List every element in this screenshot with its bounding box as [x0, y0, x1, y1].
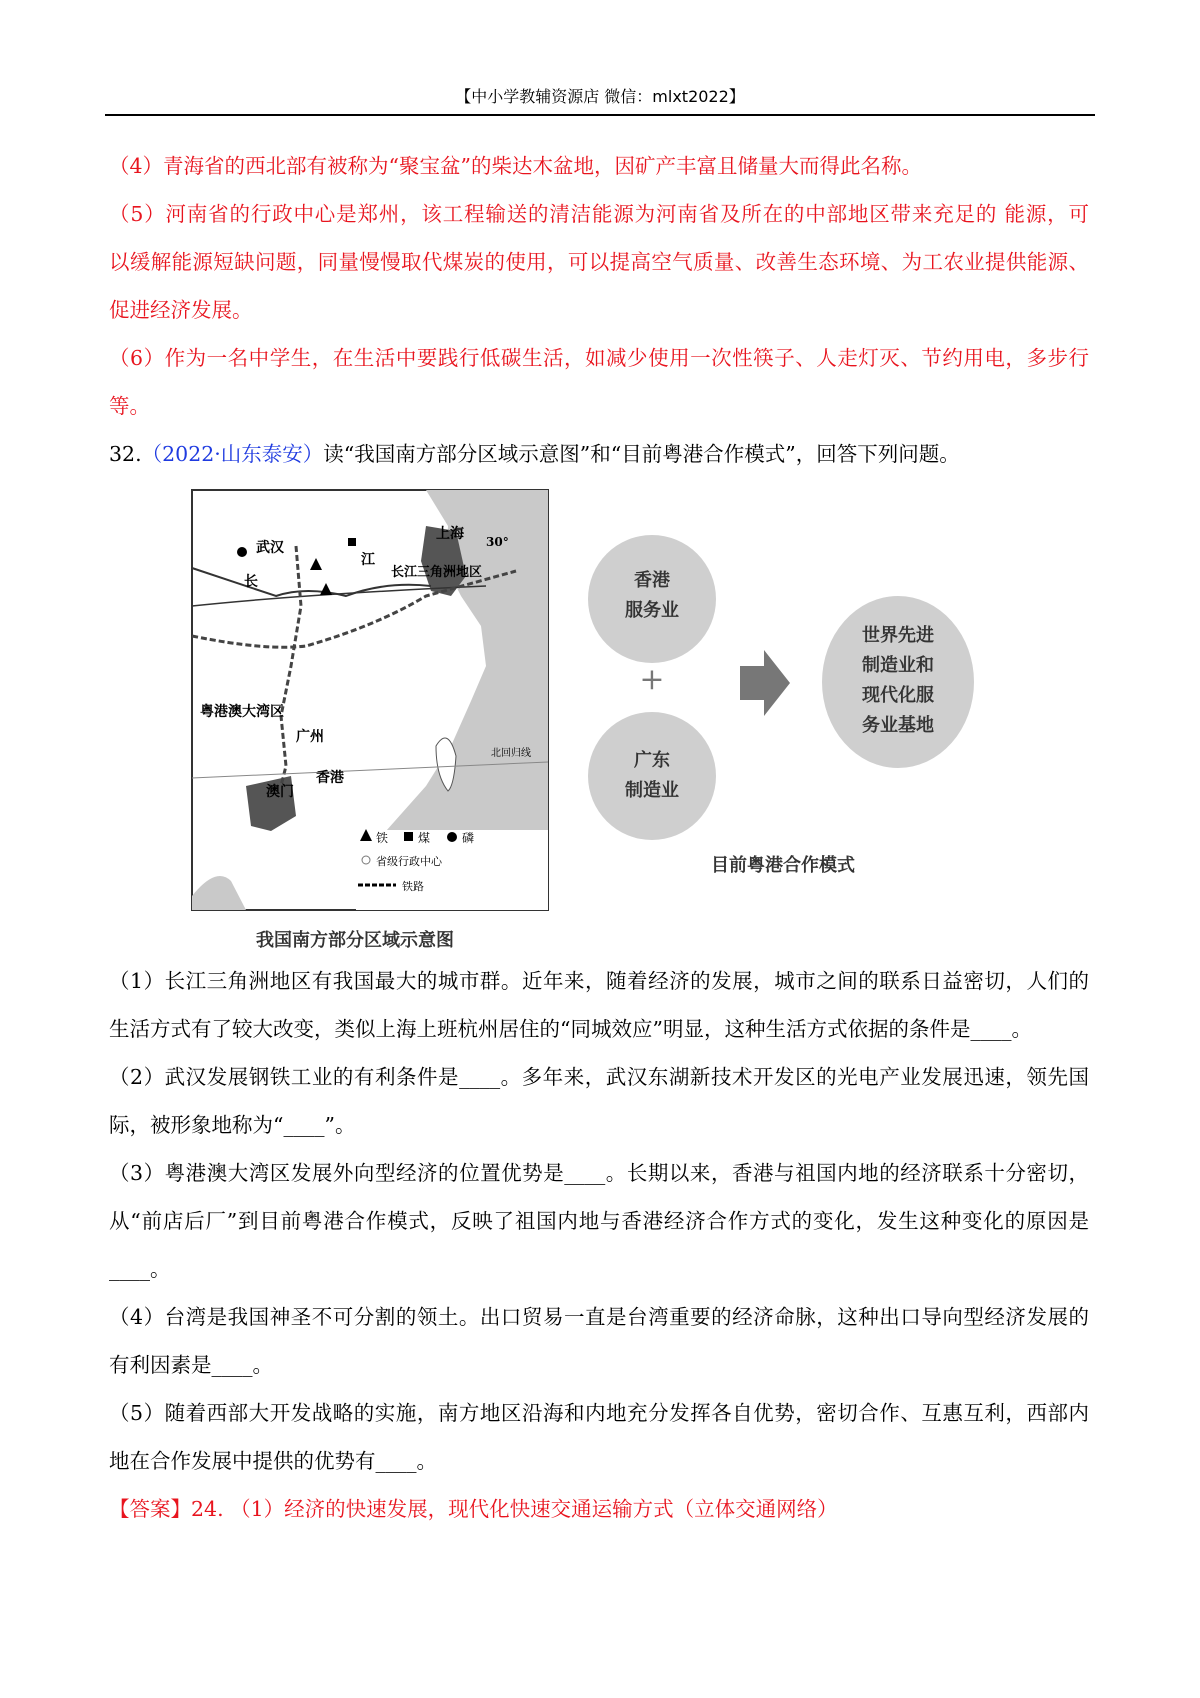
- legend-phosphorus: 磷: [462, 831, 475, 845]
- answer-line: 促进经济发展。: [109, 298, 253, 322]
- answer-line: （5）河南省的行政中心是郑州，该工程输送的清洁能源为河南省及所在的中部地区带来充足的 能源，可: [109, 202, 1089, 226]
- sub-question-line: 从“前店后厂”到目前粤港合作模式，反映了祖国内地与香港经济合作方式的变化，发生这种变化的原因是: [109, 1209, 1089, 1233]
- arrow-right-icon: [740, 650, 790, 716]
- circle-result-line: 制造业和: [862, 655, 934, 676]
- map-label-tropic: 北回归线: [491, 748, 531, 759]
- question-stem: [109, 441, 1089, 467]
- circle-result-line: 务业基地: [862, 715, 934, 736]
- circle-result-line: 现代化服: [862, 685, 934, 706]
- header-rule: [105, 114, 1095, 116]
- map-label-guangzhou: 广州: [296, 729, 324, 745]
- south-china-map: [192, 490, 548, 951]
- legend-coal: 煤: [418, 831, 431, 845]
- circle-gd-line: 制造业: [625, 780, 679, 801]
- cooperation-model-diagram: [588, 535, 974, 876]
- answer-text: （1）经济的快速发展，现代化快速交通运输方式（立体交通网络）: [230, 1497, 838, 1521]
- sub-question-line: （3）粤港澳大湾区发展外向型经济的位置优势是____。长期以来，香港与祖国内地的经济联系十分密切，: [109, 1161, 1089, 1185]
- sub-question-line: 地在合作发展中提供的优势有____。: [109, 1449, 437, 1473]
- circle-gd-line: 广东: [634, 750, 670, 771]
- sub-question-line: 际，被形象地称为“____”。: [109, 1113, 356, 1137]
- question-text: 读“我国南方部分区域示意图”和“目前粤港合作模式”，回答下列问题。: [323, 442, 960, 466]
- legend-railway: 铁路: [402, 880, 424, 893]
- legend-capital: 省级行政中心: [376, 855, 442, 868]
- map-label-jiang: 江: [361, 552, 375, 568]
- map-label-lat: 30°: [486, 535, 509, 549]
- model-caption: 目前粤港合作模式: [711, 855, 855, 876]
- figure: [186, 486, 1016, 956]
- circle-hk-line: 香港: [634, 570, 670, 591]
- sub-question-line: 生活方式有了较大改变，类似上海上班杭州居住的“同城效应”明显，这种生活方式依据的条件是____。: [109, 1017, 1032, 1041]
- map-caption: 我国南方部分区域示意图: [256, 930, 454, 951]
- map-label-wuhan: 武汉: [256, 540, 284, 556]
- map-label-hongkong: 香港: [316, 770, 344, 786]
- answer-line: 等。: [109, 394, 150, 418]
- circle-hk-line: 服务业: [625, 600, 679, 621]
- legend-iron: 铁: [376, 831, 389, 845]
- sub-question-line: （5）随着西部大开发战略的实施，南方地区沿海和内地充分发挥各自优势，密切合作、互惠互利，西部内: [109, 1401, 1089, 1425]
- map-legend: [356, 829, 548, 910]
- map-label-macau: 澳门: [266, 784, 294, 800]
- answer-line: （4）青海省的西北部有被称为“聚宝盆”的柴达木盆地，因矿产丰富且储量大而得此名称。: [109, 154, 923, 178]
- answer-section: [109, 1496, 1089, 1522]
- map-label-shanghai: 上海: [436, 526, 464, 542]
- answer-tag: 【答案】: [109, 1497, 191, 1521]
- sub-question-line: 有利因素是____。: [109, 1353, 273, 1377]
- plus-sign: +: [639, 662, 665, 697]
- question-source: （2022·山东泰安）: [141, 442, 324, 466]
- map-label-delta: 长江三角洲地区: [391, 565, 483, 580]
- answer-line: （6）作为一名中学生，在生活中要践行低碳生活，如减少使用一次性筷子、人走灯灭、节约用电，多步行: [109, 346, 1089, 370]
- question-number: 32.: [109, 442, 142, 466]
- answer-line: 以缓解能源短缺问题，同量慢慢取代煤炭的使用，可以提高空气质量、改善生态环境、为工农业提供能源、: [109, 250, 1089, 274]
- sub-question-line: ____。: [109, 1257, 171, 1281]
- page-header: 【中小学教辅资源店 微信：mlxt2022】: [455, 87, 745, 106]
- answer-number: 24.: [191, 1497, 224, 1521]
- map-label-chang: 长: [244, 574, 258, 590]
- circle-result-line: 世界先进: [862, 625, 934, 646]
- sub-question-line: （4）台湾是我国神圣不可分割的领土。出口贸易一直是台湾重要的经济命脉，这种出口导向型经济发展的: [109, 1305, 1089, 1329]
- sub-question-line: （2）武汉发展钢铁工业的有利条件是____。多年来，武汉东湖新技术开发区的光电产业发展迅速，领先国: [109, 1065, 1089, 1089]
- map-label-bay: 粤港澳大湾区: [200, 704, 284, 720]
- sub-question-line: （1）长江三角洲地区有我国最大的城市群。近年来，随着经济的发展，城市之间的联系日益密切，人们的: [109, 969, 1089, 993]
